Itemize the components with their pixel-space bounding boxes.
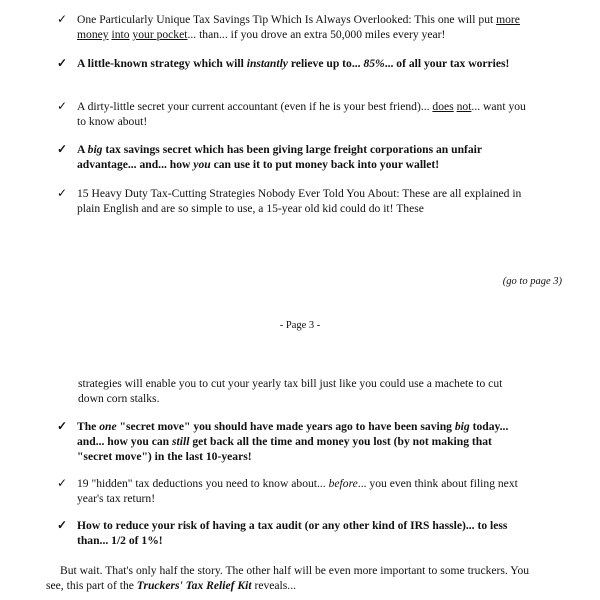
bullet-text: 15 Heavy Duty Tax-Cutting Strategies Nobody Ever Told You About: These are all explained in plain English and are so simple to use, a 15-year old kid could do it! These [77, 187, 522, 215]
continuation-text: strategies will enable you to cut your yearly tax bill just like you could use a machete to cut down corn stalks. [78, 377, 503, 405]
bullet-text: A big tax savings secret which has been giving large freight corporations an unfair advantage... and... how you can use it to put money back into your wallet! [77, 143, 482, 171]
go-to-page-note: (go to page 3) [502, 276, 562, 287]
bullet-item [57, 99, 527, 129]
bullet-item [57, 56, 527, 71]
closing-paragraph: But wait. That's only half the story. The other half will be even more important to some truckers. You see, this part of the Truckers' Tax Relief Kit reveals... [46, 564, 530, 592]
bullet-text: One Particularly Unique Tax Savings Tip Which Is Always Overlooked: This one will put more money into your pocket... than... if you drove an extra 50,000 miles every year! [77, 13, 520, 41]
product-title: Truckers' Tax Relief Kit [136, 579, 252, 592]
bullet-item [57, 476, 527, 506]
checkmark-icon: ✓ [57, 518, 68, 532]
bullet-item [57, 12, 527, 42]
checkmark-icon: ✓ [57, 419, 68, 433]
checkmark-icon: ✓ [57, 12, 68, 26]
bullet-item [57, 518, 527, 548]
bullet-item [57, 142, 527, 172]
bullet-text: A dirty-little secret your current accountant (even if he is your best friend)... does not... want you to know about! [77, 100, 526, 128]
bullet-text: The one "secret move" you should have made years ago to have been saving big today... and... how you can still get back all the time and money you lost (by not making that "secret move") in the last 10-years! [77, 420, 509, 463]
bullet-item [57, 419, 527, 464]
page-number: - Page 3 - [279, 320, 321, 331]
bullet-text: 19 "hidden" tax deductions you need to know about... before... you even think about filing next year's tax return! [77, 477, 518, 505]
bullet-item [57, 186, 527, 216]
checkmark-icon: ✓ [57, 99, 68, 113]
bullet-text: How to reduce your risk of having a tax audit (or any other kind of IRS hassle)... to less than... 1/2 of 1%! [77, 519, 508, 547]
bullet-text: A little-known strategy which will instantly relieve up to... 85%... of all your tax worries! [77, 57, 510, 70]
checkmark-icon: ✓ [57, 56, 68, 70]
checkmark-icon: ✓ [57, 186, 68, 200]
checkmark-icon: ✓ [57, 476, 68, 490]
checkmark-icon: ✓ [57, 142, 68, 156]
